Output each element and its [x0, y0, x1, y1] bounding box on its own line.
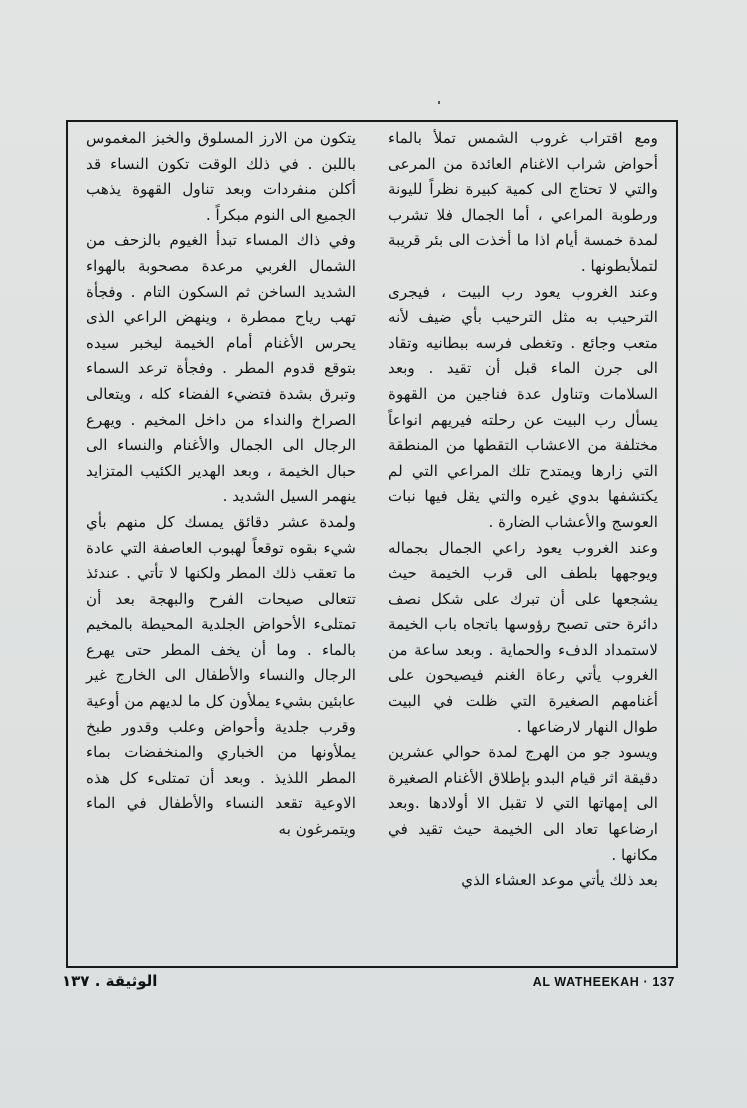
right-column: [388, 126, 658, 894]
paragraph: بعد ذلك يأتي موعد العشاء الذي: [461, 871, 658, 890]
footer-english-page-number: AL WATHEEKAH · 137: [532, 975, 675, 989]
footer-arabic-page-number: الوثيقة . ١٣٧: [62, 972, 158, 990]
paragraph: وفي ذاك المساء تبدأ الغيوم بالزحف من الشمال الغربي مرعدة مصحوبة بالهواء الشديد الساخن ثم السكون التام . وفجأة تهب رياح ممطرة ، وينهض الراعي الذى يحرس الأغنام أمام الخيمة ليخبر سيده بتوقع قدوم المطر . وفجأة ترعد السماء وتبرق بشدة فتضيء الفضاء كله ، ويتعالى الصراخ والنداء من داخل المخيم . ويهرع الرجال الى الجمال والأغنام والنساء الى حبال الخيمة ، وبعد الهدير الكئيب المتزايد ينهمر السيل الشديد .: [86, 231, 356, 506]
paragraph: ولمدة عشر دقائق يمسك كل منهم بأي شيء بقوه توقعاً لهبوب العاصفة التي عادة ما تعقب ذلك المطر ولكنها لا تأتي . عندئذ تتعالى صيحات الفرح والبهجة بعد أن تمتلىء الأحواض الجلدية المحيطة بالمخيم بالماء . وما أن يخف المطر حتى يهرع الرجال والنساء والأطفال الى الخارج غير عابئين بشيء يملأون كل ما لديهم من أوعية وقرب جلدية وأحواض وعلب وقدور طبخ يملأونها من الخباري والمنخفضات بماء المطر اللذيذ . وبعد أن تمتلىء كل هذه الاوعية تقعد النساء والأطفال في الماء ويتمرغون به: [86, 512, 356, 839]
paragraph: وعند الغروب يعود رب البيت ، فيجرى الترحيب به مثل الترحيب بأي ضيف لأنه متعب وجائع . وتغطى فرسه ببطانيه وتقاد الى جرن الماء قبل أن تقيد . وبعد السلامات وتناول عدة فناجين من القهوة يسأل رب البيت عن رحلته فيريهم انواعاً مختلفة من الاعشاب التقطها من المنطقة التي زارها ويمتدح تلك المراعي التي لم يكتشفها بدوي غيره والتي يقل فيها نبات العوسج والأعشاب الضارة .: [388, 282, 658, 531]
paragraph: وعند الغروب يعود راعي الجمال بجماله ويوجهها بلطف الى قرب الخيمة حيث يشجعها على أن تبرك على شكل نصف دائرة حتى تصبح رؤوسها باتجاه باب الخيمة لاستمداد الدفء والحماية . وبعد ساعة من الغروب يأتي رعاة الغنم فيصيحون على أغنامهم الصغيرة التي ظلت في البيت طوال النهار لارضاعها .: [388, 538, 658, 736]
paragraph: يتكون من الارز المسلوق والخبز المغموس باللبن . في ذلك الوقت تكون النساء قد أكلن منفردات وبعد تناول القهوة يذهب الجميع الى النوم مبكراً .: [86, 129, 356, 224]
paragraph: ومع اقتراب غروب الشمس تملأ بالماء أحواض شراب الاغنام العائدة من المرعى والتي لا تحتاج الى كمية كبيرة نظراً لليونة ورطوبة المراعي ، أما الجمال فلا تشرب لمدة خمسة أيام اذا ما أخذت الى بئر قريبة لتملأبطونها .: [388, 129, 658, 275]
speck: [438, 101, 440, 104]
paragraph: ويسود جو من الهرج لمدة حوالي عشرين دقيقة اثر قيام البدو بإطلاق الأغنام الصغيرة الى إمهاتها التي لا تقبل الا أولادها .وبعد ارضاعها تعاد الى الخيمة حيث تقيد في مكانها .: [388, 743, 658, 864]
left-column: [86, 126, 356, 843]
